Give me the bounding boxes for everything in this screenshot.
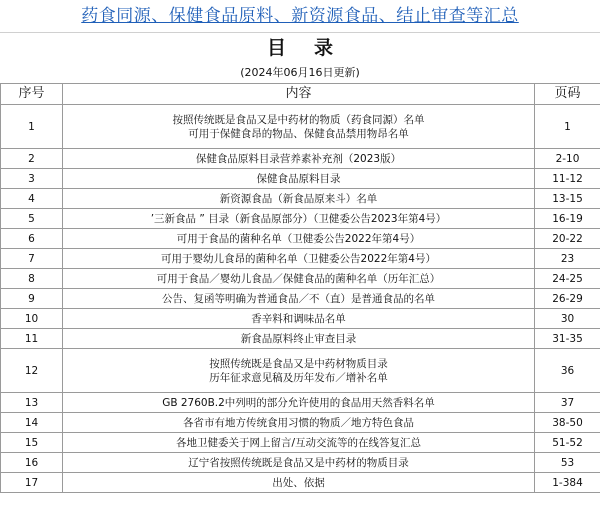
table-header-row <box>1 84 600 105</box>
toc-table-body <box>1 105 600 493</box>
row-content-cell: 公告、复函等明确为普通食品／不（直）是普通食品的名单 <box>63 289 535 309</box>
table-row <box>1 393 600 413</box>
row-pages-cell: 36 <box>535 349 600 393</box>
row-content-cell: 辽宁省按照传统既是食品又是中药材的物质目录 <box>63 453 535 473</box>
toc-table <box>0 83 600 493</box>
row-number-cell: 11 <box>1 329 63 349</box>
table-row <box>1 249 600 269</box>
row-pages-cell: 23 <box>535 249 600 269</box>
table-row <box>1 433 600 453</box>
row-pages-cell: 16-19 <box>535 209 600 229</box>
row-pages-cell: 30 <box>535 309 600 329</box>
table-row <box>1 309 600 329</box>
row-content-cell: 香辛料和调味品名单 <box>63 309 535 329</box>
row-pages-cell: 38-50 <box>535 413 600 433</box>
row-pages-cell: 20-22 <box>535 229 600 249</box>
row-content-cell: 保健食品原料目录 <box>63 169 535 189</box>
row-number-cell: 2 <box>1 149 63 169</box>
row-number-cell: 8 <box>1 269 63 289</box>
row-number-cell: 12 <box>1 349 63 393</box>
table-row <box>1 269 600 289</box>
table-row <box>1 289 600 309</box>
table-row <box>1 453 600 473</box>
row-pages-cell: 1-384 <box>535 473 600 493</box>
row-pages-cell: 2-10 <box>535 149 600 169</box>
table-row <box>1 329 600 349</box>
table-row <box>1 189 600 209</box>
table-row <box>1 229 600 249</box>
row-content-cell: 可用于食品／婴幼儿食品／保健食品的菌种名单（历年汇总） <box>63 269 535 289</box>
row-number-cell: 16 <box>1 453 63 473</box>
table-row <box>1 149 600 169</box>
table-row <box>1 209 600 229</box>
table-row <box>1 349 600 393</box>
row-content-cell: 新食品原料终止审查目录 <box>63 329 535 349</box>
update-date-note: (2024年06月16日更新) <box>240 66 360 79</box>
row-number-cell: 7 <box>1 249 63 269</box>
row-number-cell: 14 <box>1 413 63 433</box>
row-number-cell: 4 <box>1 189 63 209</box>
row-pages-cell: 13-15 <box>535 189 600 209</box>
row-number-cell: 10 <box>1 309 63 329</box>
row-content-cell: 新资源食品（新食品原来斗）名单 <box>63 189 535 209</box>
row-pages-cell: 24-25 <box>535 269 600 289</box>
document-banner-title: 药食同源、保健食品原料、新资源食品、结止审查等汇总 <box>81 6 519 26</box>
row-pages-cell: 1 <box>535 105 600 149</box>
row-number-cell: 9 <box>1 289 63 309</box>
row-number-cell: 15 <box>1 433 63 453</box>
row-pages-cell: 26-29 <box>535 289 600 309</box>
table-row <box>1 473 600 493</box>
row-pages-cell: 53 <box>535 453 600 473</box>
row-number-cell: 13 <box>1 393 63 413</box>
toc-heading: 目录 <box>0 32 600 63</box>
row-number-cell: 3 <box>1 169 63 189</box>
row-content-cell: 可用于婴幼儿食昂的菌种名单（卫健委公告2022年第4号） <box>63 249 535 269</box>
row-pages-cell: 37 <box>535 393 600 413</box>
column-header-content: 内容 <box>63 84 535 105</box>
row-content-cell: ’三新食品 ” 目录（新食品原部分）（卫健委公告2023年第4号） <box>63 209 535 229</box>
row-content-cell: 各省市有地方传统食用习惯的物质／地方特色食品 <box>63 413 535 433</box>
row-pages-cell: 31-35 <box>535 329 600 349</box>
row-number-cell: 5 <box>1 209 63 229</box>
row-pages-cell: 11-12 <box>535 169 600 189</box>
row-content-cell: 出处、依据 <box>63 473 535 493</box>
column-header-pages: 页码 <box>535 84 600 105</box>
row-content-cell: 可用于食品的菌种名单（卫健委公告2022年第4号） <box>63 229 535 249</box>
row-content-cell: 保健食品原料目录营养素补充剂（2023版） <box>63 149 535 169</box>
row-content-cell: 按照传统既是食品又是中药材的物质（药食同源）名单 可用于保健食昂的物品、保健食品禁用物昂名单 <box>63 105 535 149</box>
row-number-cell: 17 <box>1 473 63 493</box>
row-number-cell: 6 <box>1 229 63 249</box>
table-row <box>1 169 600 189</box>
row-content-cell: 各地卫健委关于网上留言/互动交流等的在线答复汇总 <box>63 433 535 453</box>
row-content-cell: GB 2760B.2中列明的部分允许使用的食品用天然香料名单 <box>63 393 535 413</box>
table-row <box>1 105 600 149</box>
row-content-cell: 按照传统既是食品又是中药材物质目录 历年征求意见稿及历年发布／增补名单 <box>63 349 535 393</box>
column-header-number: 序号 <box>1 84 63 105</box>
row-number-cell: 1 <box>1 105 63 149</box>
row-pages-cell: 51-52 <box>535 433 600 453</box>
table-row <box>1 413 600 433</box>
